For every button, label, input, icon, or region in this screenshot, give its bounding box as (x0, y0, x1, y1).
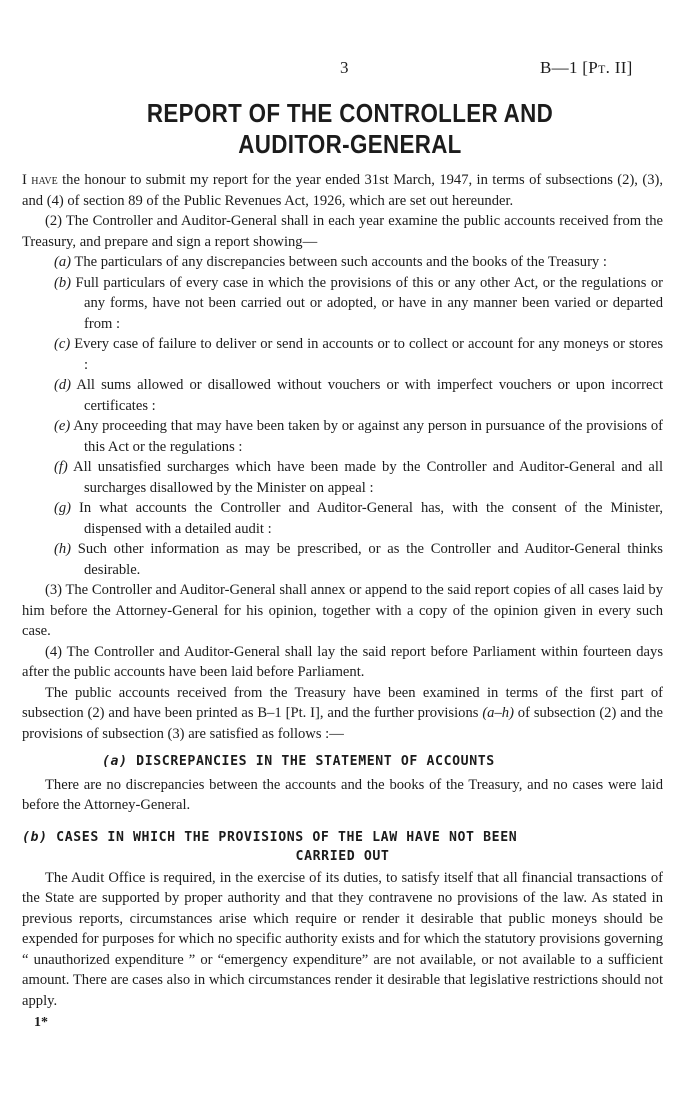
item-text: In what accounts the Controller and Auditor-General has, with the consent of the Minister, dispensed with a detailed audit : (79, 500, 663, 537)
list-item-g (22, 498, 663, 539)
footer-signature-mark: 1* (34, 1015, 48, 1030)
list-item-a (22, 252, 663, 273)
item-label: (h) (54, 541, 72, 557)
list-item-c (22, 334, 663, 375)
item-label: (a) (54, 254, 72, 270)
list-item-d (22, 375, 663, 416)
doc-ref-suffix: II] (610, 58, 633, 77)
item-label: (f) (54, 459, 68, 475)
report-body (22, 170, 663, 1034)
item-text: All sums allowed or disallowed without vouchers or with imperfect vouchers or upon incorrect certificates : (76, 377, 663, 414)
list-item-f (22, 457, 663, 498)
intro-text: the honour to submit my report for the year ended 31st March, 1947, in terms of subsections (2), (3), and (4) of section 89 of the Public Revenues Act, 1926, which are set out hereunder. (22, 172, 663, 209)
intro-lead: I have (22, 172, 58, 188)
doc-ref-prefix: B—1 [ (540, 58, 589, 77)
item-label: (b) (54, 274, 72, 291)
item-label: (c) (54, 336, 71, 352)
section-b-heading (22, 828, 663, 866)
intro-paragraph (22, 170, 663, 211)
section-a-title: DISCREPANCIES IN THE STATEMENT OF ACCOUNTS (127, 754, 495, 769)
item-text: All unsatisfied surcharges which have been made by the Controller and Auditor-General and all surcharges disallowed by the Minister on appeal : (73, 459, 663, 496)
item-label: (d) (54, 377, 72, 393)
doc-ref-part: Pt. (588, 58, 611, 77)
section-b-title-line-2: CARRIED OUT (295, 848, 390, 864)
page-number: 3 (340, 58, 349, 77)
section-b-paragraph: The Audit Office is required, in the exercise of its duties, to satisfy itself that all financial transactions of the State are supported by proper authority and that they contravene no provisions of the law. As stated in previous reports, circumstances arise which require or render it desirable that public moneys should be expended for purposes for which no specific authority exists and for which the statutory provisions governing “ unauthorized expenditure ” or “emergency expenditure” are not available, or not available to a sufficient amount. There are cases also in which circumstances render it desirable that legislative restrictions should not apply. (22, 869, 663, 1009)
list-item-e (22, 416, 663, 457)
item-text: The particulars of any discrepancies between such accounts and the books of the Treasury : (74, 254, 607, 270)
item-label: (g) (54, 500, 72, 516)
item-label: (e) (54, 418, 71, 434)
title-line-2: AUDITOR-GENERAL (238, 129, 462, 159)
item-text: Full particulars of every case in which the provisions of this or any other Act, or the regulations or any forms, have not been carried out or adopted, or have in any manner been varied or departed from : (75, 274, 663, 332)
examined-text-2: of subsection (2) and the provisions of subsection (3) are satisfied as follows :— (22, 705, 663, 742)
subsection-2-intro: (2) The Controller and Auditor-General shall in each year examine the public accounts received from the Treasury, and prepare and sign a report showing— (22, 213, 663, 250)
subsection-2-list (22, 252, 663, 580)
examined-range: (a–h) (482, 705, 514, 721)
item-text: Such other information as may be prescribed, or as the Controller and Auditor-General thinks desirable. (77, 541, 663, 578)
item-text: Any proceeding that may have been taken by or against any person in pursuance of the provisions of this Act or the regulations : (73, 418, 663, 455)
subsection-3-paragraph: (3) The Controller and Auditor-General shall annex or append to the said report copies of all cases laid by him before the Attorney-General for his opinion, together with a copy of the opinion given in every such case. (22, 582, 663, 639)
list-item-h (22, 539, 663, 580)
section-a-label: (a) (102, 754, 128, 769)
section-b-title-line-1: CASES IN WHICH THE PROVISIONS OF THE LAW HAVE NOT BEEN (47, 829, 518, 845)
item-text: Every case of failure to deliver or send in accounts or to collect or account for any moneys or stores : (74, 336, 663, 373)
section-b-label: (b) (22, 829, 48, 845)
examined-text-1: The public accounts received from the Treasury have been examined in terms of the first part of subsection (2) and have been printed as B–1 [Pt. I], and the further provisions (22, 684, 663, 721)
list-item-b (22, 273, 663, 335)
examined-paragraph (22, 683, 663, 745)
document-reference (540, 58, 633, 79)
report-title (101, 98, 600, 160)
section-a-heading (102, 752, 663, 773)
title-line-1: REPORT OF THE CONTROLLER AND (146, 98, 554, 128)
subsection-4-paragraph: (4) The Controller and Auditor-General shall lay the said report before Parliament within fourteen days after the public accounts have been laid before Parliament. (22, 643, 663, 680)
section-a-paragraph: There are no discrepancies between the accounts and the books of the Treasury, and no cases were laid before the Attorney-General. (22, 776, 663, 813)
